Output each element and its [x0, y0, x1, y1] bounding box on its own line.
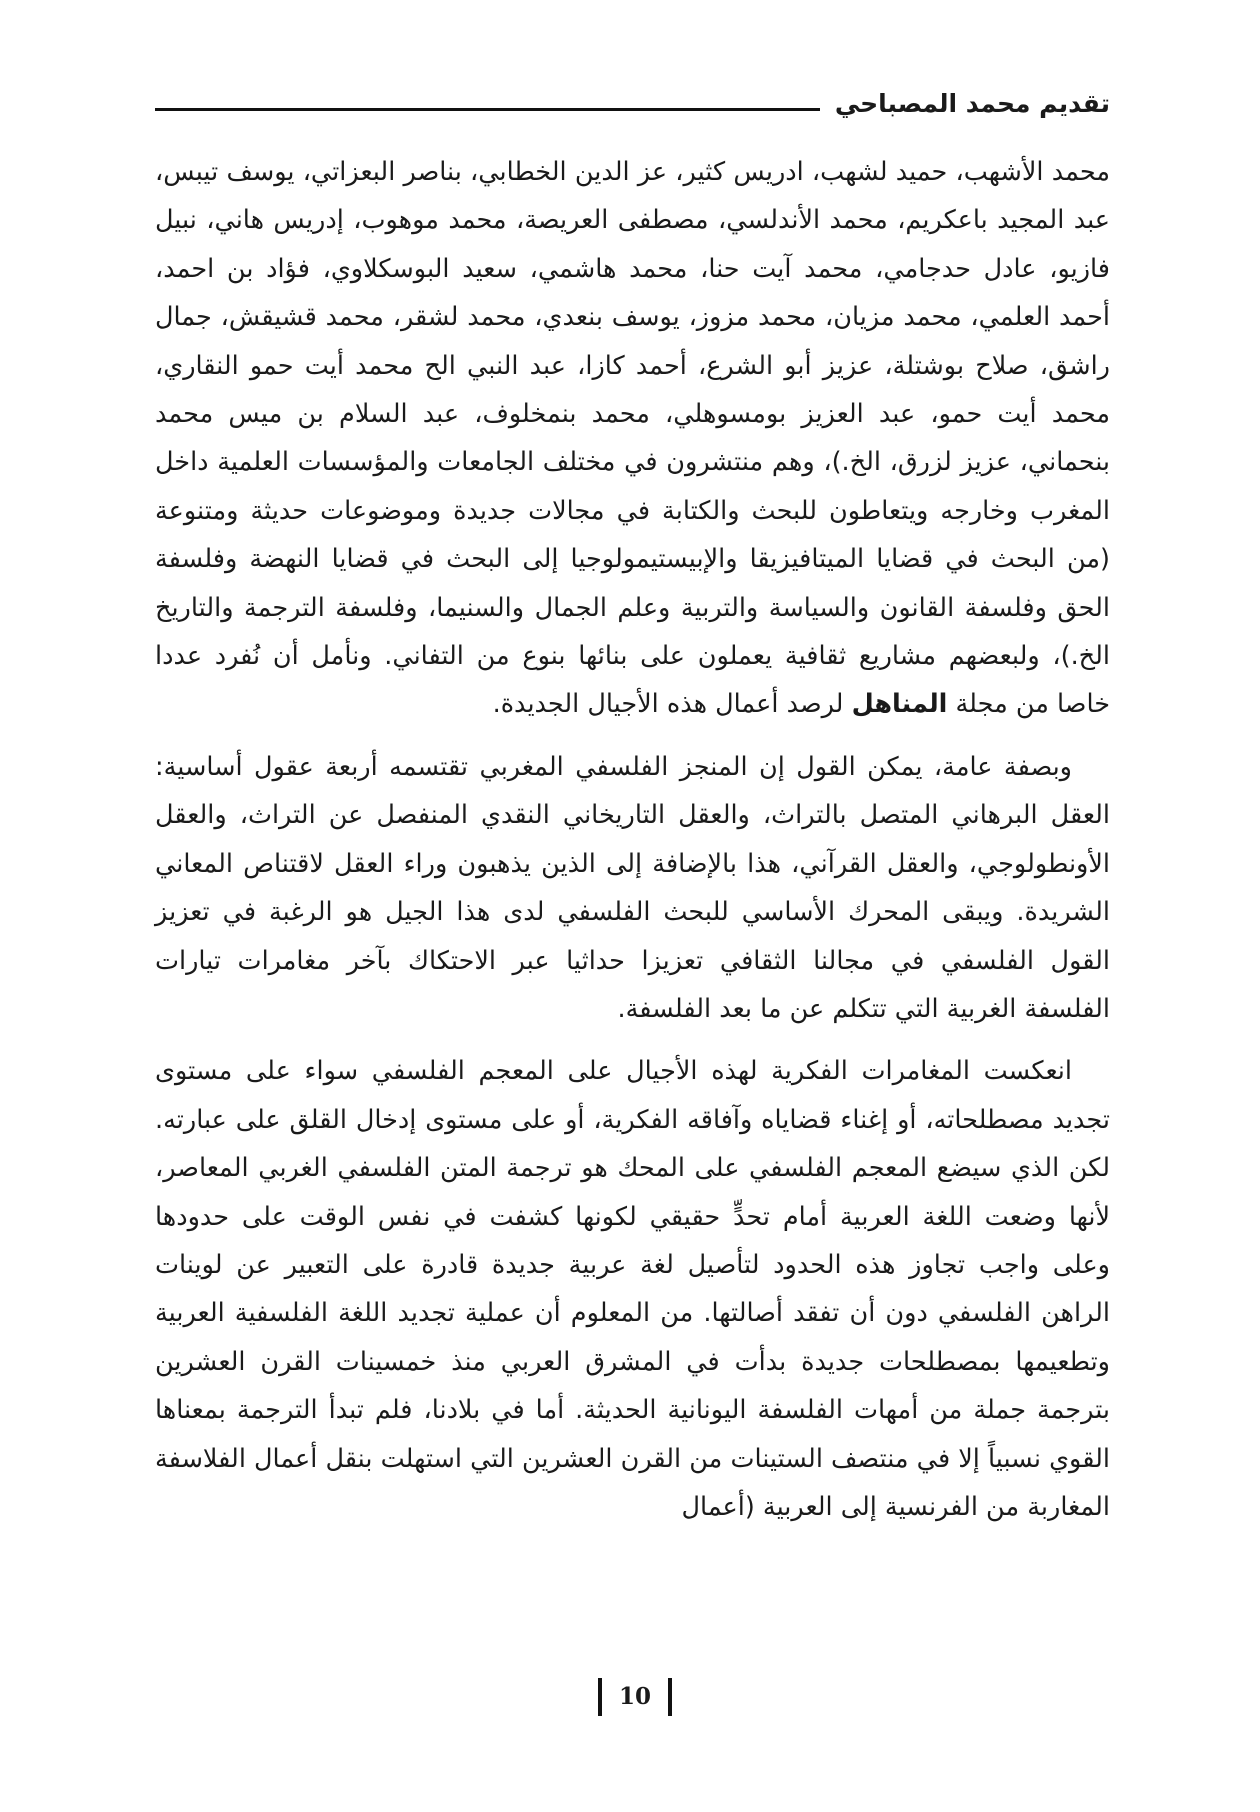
paragraph-1-text-end: لرصد أعمال هذه الأجيال الجديدة.	[492, 689, 852, 720]
running-header	[155, 86, 1110, 126]
page-number-bar-right	[668, 1678, 672, 1716]
journal-name: المناهل	[851, 689, 948, 720]
paragraph-2: وبصفة عامة، يمكن القول إن المنجز الفلسفي المغربي تقتسمه أربعة عقول أساسية: العقل البرهاني المتصل بالتراث، والعقل التاريخاني النقدي المنفصل عن التراث، والعقل الأونطولوجي، والعقل القرآني، هذا بالإضافة إلى الذين يذهبون وراء العقل لاقتناص المعاني الشريدة. ويبقى المحرك الأساسي للبحث الفلسفي لدى هذا الجيل هو الرغبة في تعزيز القول الفلسفي في مجالنا الثقافي تعزيزا حداثيا عبر الاحتكاك بآخر مغامرات تيارات الفلسفة الغربية التي تتكلم عن ما بعد الفلسفة.	[155, 751, 1110, 1024]
paragraph-1	[155, 148, 1110, 729]
page-number: 10	[618, 1683, 651, 1710]
header-title: تقديم محمد المصباحي	[834, 89, 1110, 118]
page-number-area	[590, 1676, 680, 1720]
paragraph-3: انعكست المغامرات الفكرية لهذه الأجيال على المعجم الفلسفي سواء على مستوى تجديد مصطلحاته، أو إغناء قضاياه وآفاقه الفكرية، أو على مستوى إدخال القلق على عبارته. لكن الذي سيضع المعجم الفلسفي على المحك هو ترجمة المتن الفلسفي الغربي المعاصر، لأنها وضعت اللغة العربية أمام تحدٍّ حقيقي لكونها كشفت في نفس الوقت على حدودها وعلى واجب تجاوز هذه الحدود لتأصيل لغة عربية جديدة قادرة على التعبير عن لوينات الراهن الفلسفي دون أن تفقد أصالتها. من المعلوم أن عملية تجديد اللغة الفلسفية العربية وتطعيمها بمصطلحات جديدة بدأت في المشرق العربي منذ خمسينات القرن العشرين بترجمة جملة من أمهات الفلسفة اليونانية الحديثة. أما في بلادنا، فلم تبدأ الترجمة بمعناها القوي نسبياً إلا في منتصف الستينات من القرن العشرين التي استهلت بنقل أعمال الفلاسفة المغاربة من الفرنسية إلى العربية (أعمال	[155, 1056, 1110, 1522]
paragraph-1-text: محمد الأشهب، حميد لشهب، ادريس كثير، عز الدين الخطابي، بناصر البعزاتي، يوسف تيبس، عبد المجيد باعكريم، محمد الأندلسي، مصطفى العريصة، محمد موهوب، إدريس هاني، نبيل فازيو، عادل حدجامي، محمد آيت حنا، محمد هاشمي، سعيد البوسكلاوي، فؤاد بن احمد، أحمد العلمي، محمد مزيان، محمد مزوز، يوسف بنعدي، محمد لشقر، محمد قشيقش، جمال راشق، صلاح بوشتلة، عزيز أبو الشرع، أحمد كازا، عبد النبي الح محمد أيت حمو النقاري، محمد أيت حمو، عبد العزيز بومسوهلي، محمد بنمخلوف، عبد السلام بن ميس محمد بنحماني، عزيز لزرق، الخ.)، وهم منتشرون في مختلف الجامعات والمؤسسات العلمية داخل المغرب وخارجه ويتعاطون للبحث والكتابة في مجالات جديدة وموضوعات حديثة ومتنوعة (من البحث في قضايا الميتافيزيقا والإبيستيمولوجيا إلى البحث في قضايا النهضة وفلسفة الحق وفلسفة القانون والسياسة والتربية وعلم الجمال والسنيما، وفلسفة الترجمة والتاريخ الخ.)، ولبعضهم مشاريع ثقافية يعملون على بنائها بنوع من التفاني. ونأمل أن نُفرد عددا خاصا من مجلة	[155, 157, 1110, 720]
header-rule	[155, 108, 820, 111]
text-body	[155, 148, 1110, 1545]
